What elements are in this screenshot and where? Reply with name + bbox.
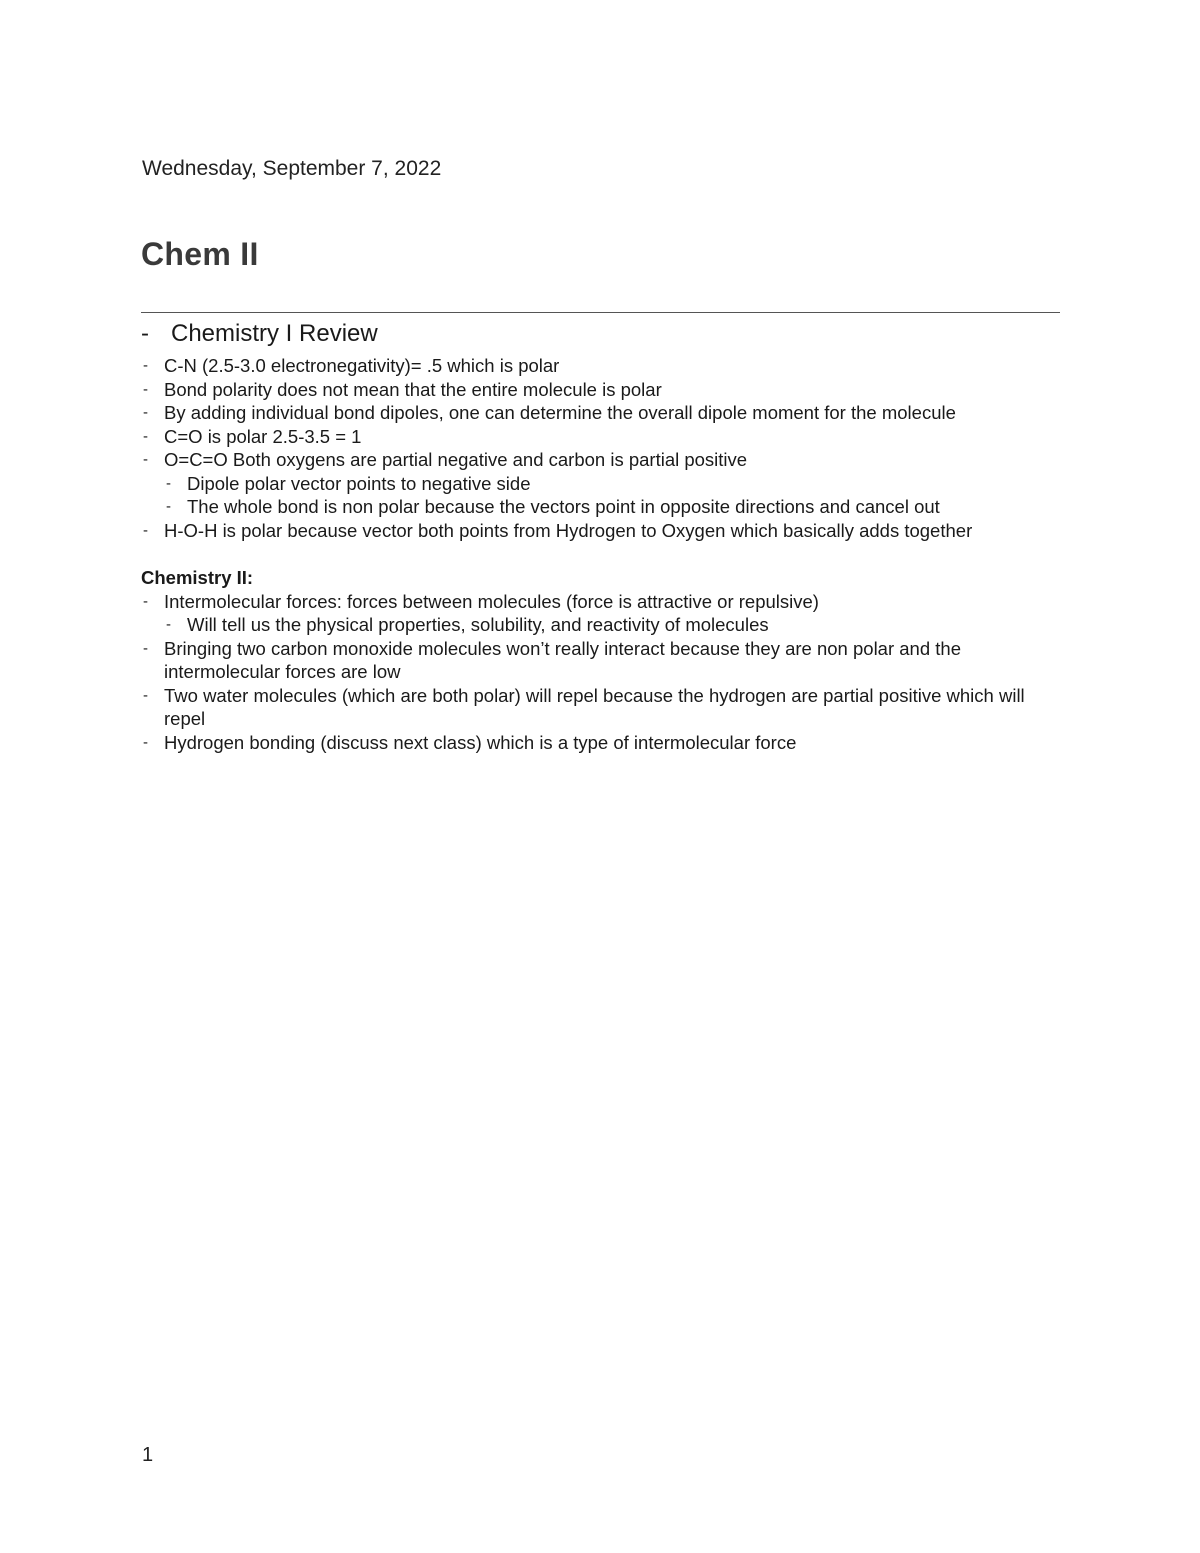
- review-section-heading: [141, 318, 1061, 350]
- list-item-text: Bringing two carbon monoxide molecules won’t really interact because they are non polar and the intermolecular forces are low: [164, 637, 961, 682]
- sub-list-item: [141, 495, 1061, 519]
- list-item-text: O=C=O Both oxygens are partial negative and carbon is partial positive: [164, 449, 748, 470]
- sub-list-item: [141, 613, 1061, 637]
- list-item-text: H-O-H is polar because vector both points from Hydrogen to Oxygen which basically adds together: [164, 519, 973, 541]
- list-item-text: Dipole polar vector points to negative side: [187, 472, 531, 494]
- bullet-dash: -: [143, 451, 148, 468]
- list-item-text: Hydrogen bonding (discuss next class) which is a type of intermolecular force: [164, 731, 797, 753]
- bullet-dash: -: [143, 733, 148, 751]
- list-item-text: Two water molecules (which are both polar) will repel because the hydrogen are partial positive which will repel: [164, 684, 1025, 729]
- bullet-dash: -: [143, 427, 148, 445]
- bullet-dash: -: [143, 357, 148, 374]
- bullet-dash: -: [143, 521, 148, 539]
- list-item-text: Intermolecular forces: forces between molecules (force is attractive or repulsive): [164, 590, 819, 612]
- list-item: [141, 731, 1061, 755]
- note-date: Wednesday, September 7, 2022: [142, 157, 442, 180]
- list-item-text: The whole bond is non polar because the vectors point in opposite directions and cancel out: [187, 496, 940, 517]
- list-item-text: Will tell us the physical properties, solubility, and reactivity of molecules: [187, 614, 769, 635]
- review-heading-text: Chemistry I Review: [171, 320, 378, 347]
- bullet-dash: -: [143, 686, 148, 704]
- sub-list-item: [141, 472, 1061, 496]
- list-item-text: C-N (2.5-3.0 electronegativity)= .5 which is polar: [164, 355, 560, 376]
- bullet-dash: -: [166, 616, 171, 633]
- list-item-text: Bond polarity does not mean that the entire molecule is polar: [164, 378, 662, 400]
- heading-dash: -: [141, 320, 149, 347]
- bullet-dash: -: [166, 474, 171, 492]
- page-title: Chem II: [141, 236, 259, 272]
- review-list: [141, 354, 1061, 542]
- bullet-dash: -: [143, 404, 148, 421]
- list-item: [141, 425, 1061, 449]
- bullet-dash: -: [143, 639, 148, 657]
- bullet-dash: -: [143, 592, 148, 610]
- list-item: [141, 637, 1061, 684]
- list-item: [141, 354, 1061, 378]
- bullet-dash: -: [166, 498, 171, 515]
- title-divider: [141, 312, 1060, 313]
- list-item-text: C=O is polar 2.5-3.5 = 1: [164, 425, 362, 447]
- page-number: 1: [142, 1444, 154, 1466]
- list-item: [141, 448, 1061, 472]
- bullet-dash: -: [143, 380, 148, 398]
- chem2-list: [141, 590, 1061, 755]
- list-item: [141, 401, 1061, 425]
- list-item: [141, 684, 1061, 731]
- list-item-text: By adding individual bond dipoles, one can determine the overall dipole moment for the molecule: [164, 402, 956, 423]
- chem2-heading: Chemistry II:: [141, 567, 254, 588]
- list-item: [141, 378, 1061, 402]
- list-item: [141, 590, 1061, 614]
- list-item: [141, 519, 1061, 543]
- note-body: [141, 318, 1061, 754]
